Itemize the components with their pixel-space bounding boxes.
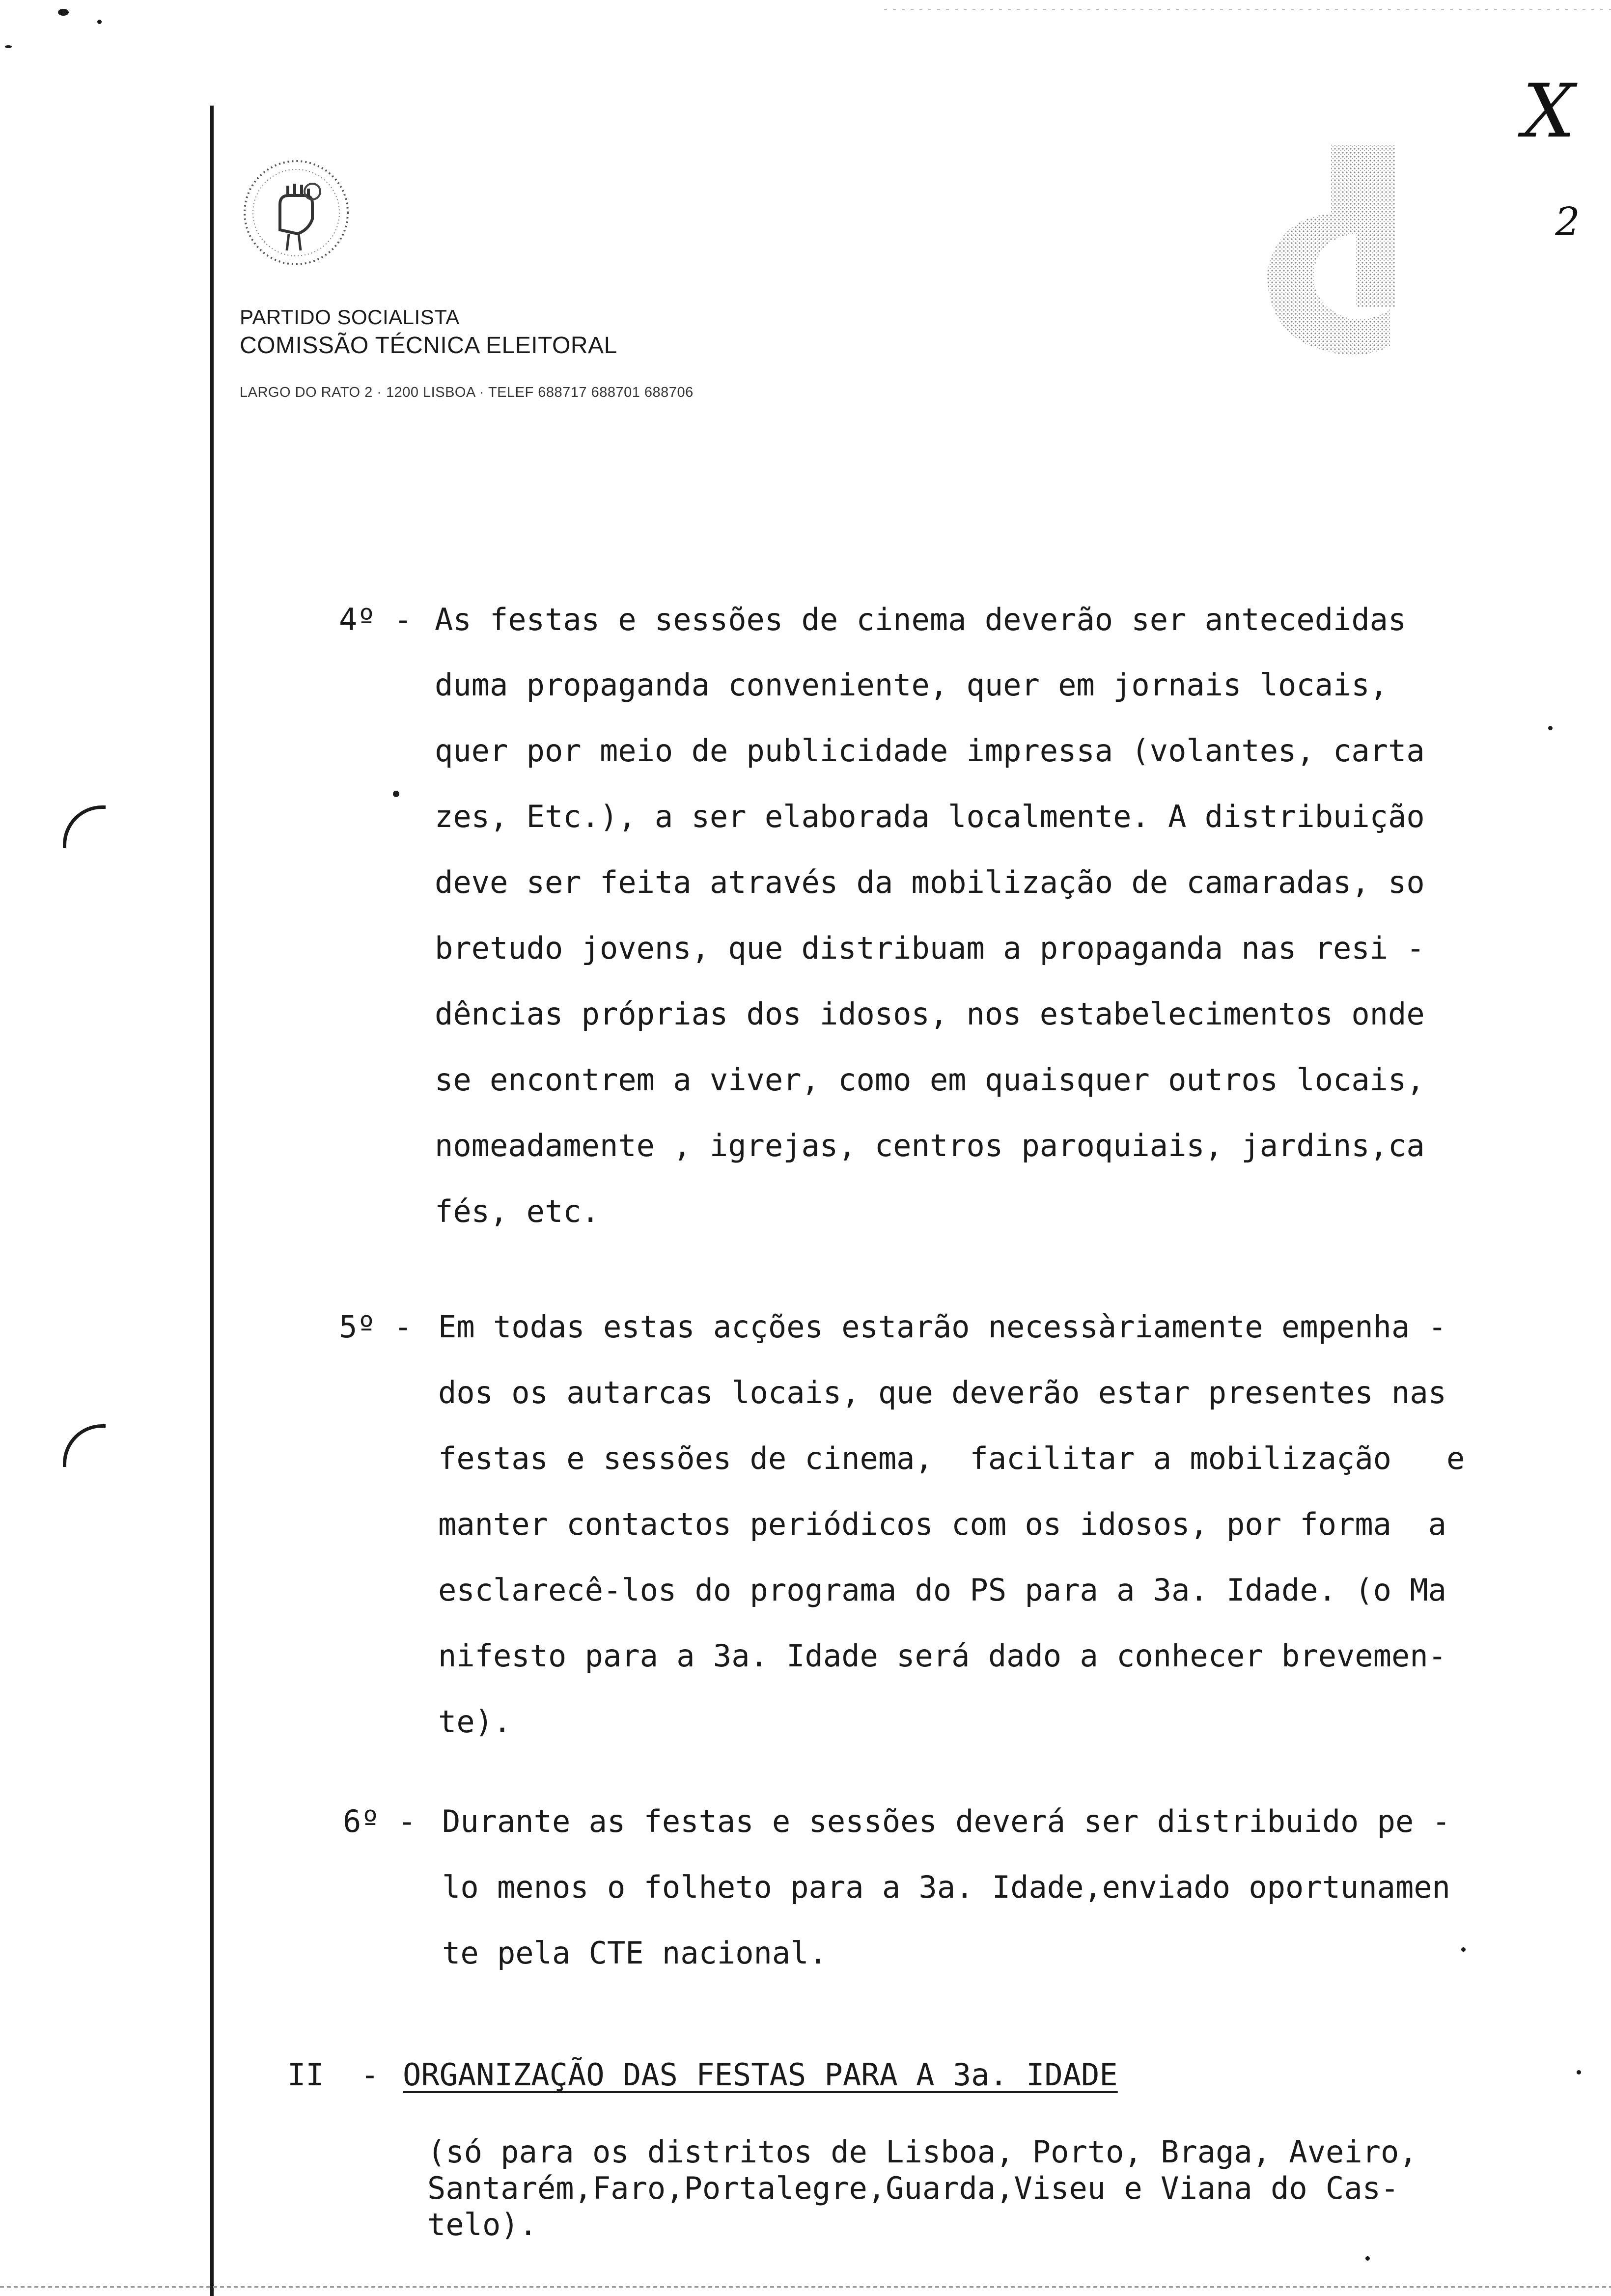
- scan-edge-top: [884, 9, 1611, 10]
- item-line: se encontrem a viver, como em quaisquer outros locais,: [435, 1062, 1425, 1098]
- scan-speck: [1577, 2070, 1581, 2075]
- item-line: bretudo jovens, que distribuam a propaganda nas resi -: [435, 930, 1425, 966]
- item-line: nifesto para a 3a. Idade será dado a conhecer brevemen-: [438, 1638, 1446, 1674]
- item-line: duma propaganda conveniente, quer em jornais locais,: [435, 667, 1389, 703]
- item-number: 4º -: [339, 602, 413, 637]
- item-line: Em todas estas acções estarão necessàriamente empenha -: [438, 1309, 1446, 1345]
- section-subtitle-line: (só para os distritos de Lisboa, Porto, Braga, Aveiro,: [427, 2134, 1417, 2170]
- item-line: esclarecê-los do programa do PS para a 3a. Idade. (o Ma: [438, 1572, 1446, 1608]
- scan-speck: [5, 45, 12, 48]
- letterhead-commission: COMISSÃO TÉCNICA ELEITORAL: [240, 332, 617, 359]
- item-line: dos os autarcas locais, que deverão estar presentes nas: [438, 1375, 1446, 1411]
- letterhead-address: LARGO DO RATO 2 · 1200 LISBOA · TELEF 688717 688701 688706: [240, 385, 694, 400]
- section-number: II -: [287, 2057, 379, 2093]
- item-line: quer por meio de publicidade impressa (volantes, carta: [435, 733, 1425, 769]
- item-number: 5º -: [339, 1309, 413, 1345]
- handwritten-annotation: X: [1523, 69, 1575, 154]
- item-line: te pela CTE nacional.: [442, 1935, 827, 1971]
- section-subtitle-line: telo).: [427, 2207, 537, 2242]
- item-line: zes, Etc.), a ser elaborada localmente. A distribuição: [435, 799, 1425, 834]
- item-line: deve ser feita através da mobilização de camaradas, so: [435, 864, 1425, 900]
- scan-speck: [1548, 726, 1553, 730]
- item-number: 6º -: [343, 1803, 417, 1839]
- binder-hole-upper: [63, 805, 106, 848]
- item-line: dências próprias dos idosos, nos estabelecimentos onde: [435, 996, 1425, 1032]
- item-line: festas e sessões de cinema, facilitar a mobilização e: [438, 1440, 1465, 1476]
- scan-edge-bottom: [0, 2286, 1611, 2288]
- item-line: As festas e sessões de cinema deverão ser antecedidas: [435, 602, 1407, 637]
- item-line: te).: [438, 1704, 512, 1740]
- page-margin-line: [210, 106, 214, 2296]
- handwritten-page-number: 2: [1555, 199, 1580, 245]
- scan-speck: [393, 791, 399, 797]
- scan-speck: [97, 20, 102, 24]
- item-line: fés, etc.: [435, 1193, 600, 1229]
- item-line: Durante as festas e sessões deverá ser distribuido pe -: [442, 1803, 1450, 1839]
- scan-speck: [58, 9, 69, 16]
- scan-speck: [1461, 1947, 1466, 1952]
- item-line: nomeadamente , igrejas, centros paroquiais, jardins,ca: [435, 1128, 1425, 1163]
- binder-hole-lower: [63, 1424, 106, 1467]
- letterhead-org-name: PARTIDO SOCIALISTA: [240, 305, 460, 329]
- section-title: ORGANIZAÇÃO DAS FESTAS PARA A 3a. IDADE: [403, 2057, 1118, 2093]
- item-line: manter contactos periódicos com os idosos, por forma a: [438, 1506, 1446, 1542]
- section-subtitle-line: Santarém,Faro,Portalegre,Guarda,Viseu e Viana do Cas-: [427, 2170, 1399, 2206]
- party-seal-logo: [240, 156, 353, 269]
- scan-speck: [1365, 2256, 1370, 2261]
- stippled-c-mark: [1248, 140, 1395, 381]
- item-line: lo menos o folheto para a 3a. Idade,enviado oportunamen: [442, 1869, 1450, 1905]
